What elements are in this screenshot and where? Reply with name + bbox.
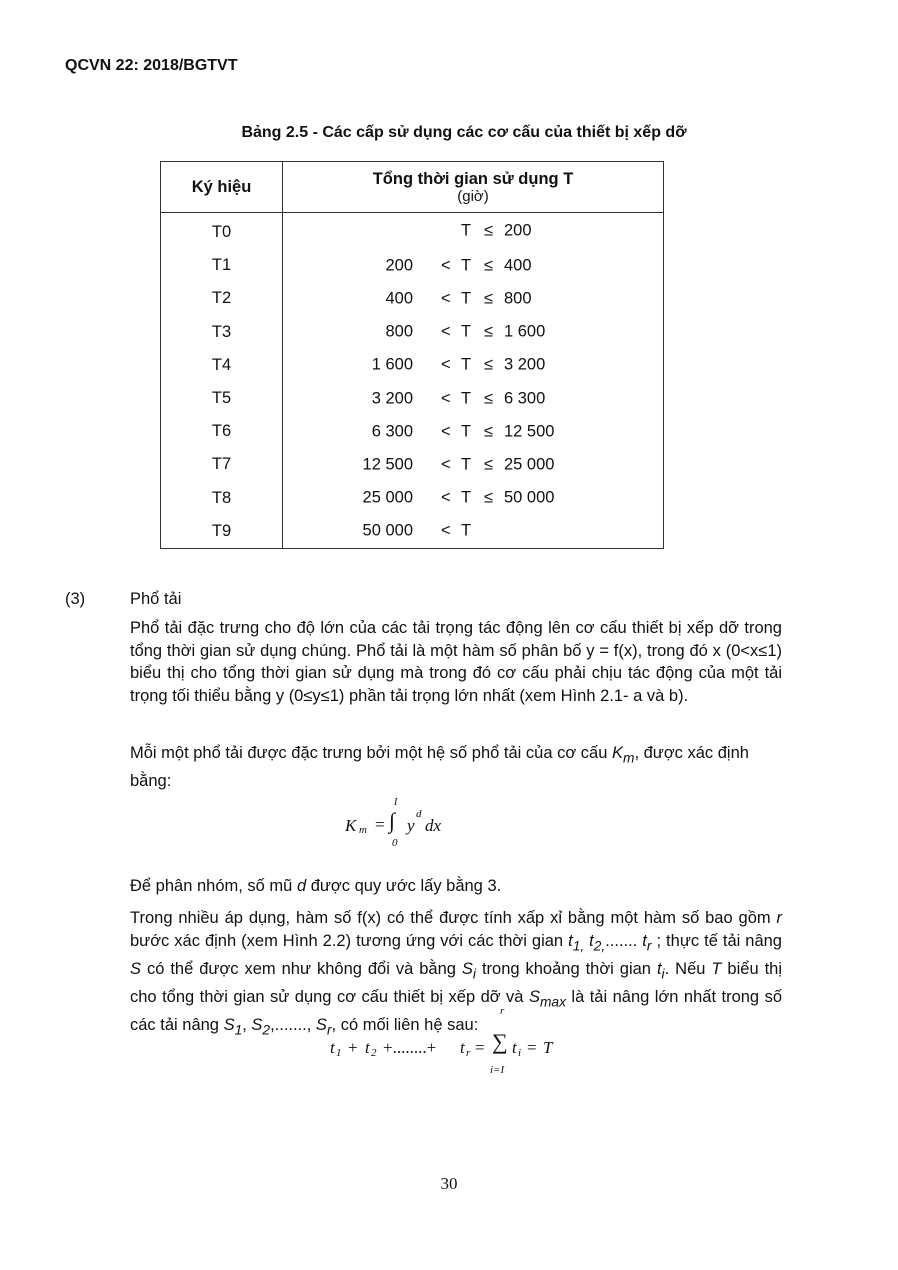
range-op-lt: <	[441, 488, 451, 507]
integral-upper: I	[394, 797, 398, 808]
range-op-le: ≤	[484, 289, 494, 308]
subscript: 1	[234, 1022, 243, 1037]
range-t: T	[461, 521, 472, 540]
range-upper: 25 000	[504, 455, 555, 474]
table-row	[161, 482, 664, 515]
cell-symbol: T4	[161, 349, 283, 382]
text-run: ; thực tế tải nâng	[651, 931, 782, 950]
range-upper: 800	[504, 289, 532, 308]
cell-range	[283, 282, 664, 315]
table-row	[161, 213, 664, 250]
sum-upper: r	[500, 1005, 505, 1017]
formula-t: t	[330, 1038, 335, 1057]
section-title: Phổ tải	[130, 590, 182, 608]
cell-range	[283, 213, 664, 250]
formula-sub: 2	[371, 1047, 377, 1059]
text-run: được quy ước lấy bằng 3.	[306, 877, 502, 895]
cell-range	[283, 482, 664, 515]
range-op-le: ≤	[484, 355, 494, 374]
range-op-le: ≤	[484, 256, 494, 275]
formula-dx: dx	[425, 816, 442, 835]
range-op-le: ≤	[484, 221, 494, 240]
table-row	[161, 316, 664, 349]
range-op-le: ≤	[484, 389, 494, 408]
cell-symbol: T6	[161, 415, 283, 448]
range-t: T	[461, 488, 472, 507]
formula-dots: +........+	[383, 1038, 437, 1057]
formula-equals: =	[375, 815, 385, 834]
table-row	[161, 382, 664, 415]
sum-lower: i=I	[490, 1064, 505, 1076]
sum-sign: ∑	[492, 1029, 508, 1054]
formula-k: K	[345, 816, 357, 835]
range-upper: 12 500	[504, 422, 555, 441]
range-op-le: ≤	[484, 422, 494, 441]
text-run: bước xác định (xem Hình 2.2) tương ứng với các thời gian	[130, 931, 569, 950]
cell-symbol: T5	[161, 382, 283, 415]
header-unit: (giờ)	[457, 187, 489, 205]
formula-sum	[330, 1003, 570, 1083]
header-total-time	[283, 162, 664, 213]
text-run: Mỗi một phổ tải được đặc trưng bởi một hệ số phổ tải của cơ cấu	[130, 744, 612, 762]
cell-range	[283, 349, 664, 382]
range-t: T	[461, 256, 472, 275]
formula-equals: =	[475, 1038, 485, 1057]
range-t: T	[461, 355, 472, 374]
symbol-d: d	[296, 877, 307, 895]
range-lower: 25 000	[362, 488, 413, 507]
header-symbol: Ký hiệu	[161, 162, 283, 213]
range-op-lt: <	[441, 322, 451, 341]
range-op-lt: <	[441, 256, 451, 275]
usage-class-table	[160, 161, 664, 549]
subscript: 2	[262, 1022, 271, 1037]
range-t: T	[461, 289, 472, 308]
range-op-lt: <	[441, 355, 451, 374]
cell-range	[283, 448, 664, 481]
text-run: có thể được xem như không đổi và bằng	[141, 959, 462, 978]
range-lower: 50 000	[362, 521, 413, 540]
cell-range	[283, 382, 664, 415]
symbol-s: S	[251, 1015, 263, 1034]
subscript: r	[326, 1022, 332, 1037]
formula-sub: 1	[336, 1047, 342, 1059]
text-run: .......	[605, 931, 643, 950]
cell-symbol: T1	[161, 249, 283, 282]
cell-symbol: T9	[161, 515, 283, 549]
table-row	[161, 448, 664, 481]
range-op-lt: <	[441, 521, 451, 540]
cell-range	[283, 249, 664, 282]
formula-sub: r	[466, 1047, 471, 1059]
range-t: T	[461, 221, 472, 240]
range-op-le: ≤	[484, 455, 494, 474]
text-run: Trong nhiều áp dụng, hàm số f(x) có thể được tính xấp xỉ bằng một hàm số bao gồm	[130, 909, 777, 927]
range-lower: 200	[385, 256, 413, 275]
symbol-t: t	[656, 959, 662, 978]
range-op-lt: <	[441, 289, 451, 308]
table-header-row	[161, 162, 664, 213]
cell-symbol: T7	[161, 448, 283, 481]
symbol-s: S	[223, 1015, 235, 1034]
range-upper: 1 600	[504, 322, 546, 341]
table-row	[161, 249, 664, 282]
paragraph-exponent	[130, 875, 782, 898]
range-op-le: ≤	[484, 488, 494, 507]
table-row	[161, 415, 664, 448]
formula-T: T	[543, 1038, 553, 1057]
subscript-m: m	[622, 750, 635, 766]
cell-range	[283, 515, 664, 549]
text-run: ,.......,	[270, 1015, 316, 1034]
formula-m: m	[359, 824, 367, 836]
range-upper: 400	[504, 256, 532, 275]
range-t: T	[461, 389, 472, 408]
text-run: là tải nâng lớn nhất trong số các tải nâng	[130, 987, 782, 1034]
range-upper: 3 200	[504, 355, 546, 374]
table-caption: Bảng 2.5 - Các cấp sử dụng các cơ cấu của thiết bị xếp dỡ	[241, 124, 687, 141]
formula-t: t	[512, 1038, 517, 1057]
subscript: 2,	[593, 938, 606, 953]
symbol-s: S	[130, 959, 142, 978]
range-op-lt: <	[441, 455, 451, 474]
page-number: 30	[440, 1174, 458, 1193]
table-row	[161, 349, 664, 382]
text-run: . Nếu	[664, 959, 712, 978]
range-upper: 200	[504, 221, 532, 240]
symbol-k: K	[611, 744, 623, 762]
integral-sign: ∫	[389, 808, 396, 833]
formula-km	[345, 797, 465, 853]
symbol-t-total: T	[711, 959, 722, 978]
range-op-le: ≤	[484, 322, 494, 341]
document-header: QCVN 22: 2018/BGTVT	[65, 57, 238, 74]
range-lower: 1 600	[371, 355, 413, 374]
cell-symbol: T2	[161, 282, 283, 315]
symbol-s: S	[315, 1015, 327, 1034]
text-run: ,	[242, 1015, 252, 1034]
subscript: i	[472, 966, 476, 981]
formula-y: y	[407, 816, 415, 835]
section-number: (3)	[65, 590, 86, 608]
cell-range	[283, 316, 664, 349]
table-row	[161, 515, 664, 549]
formula-plus: +	[348, 1038, 358, 1057]
symbol-s: S	[528, 987, 540, 1006]
paragraph-load-spectrum: Phổ tải đặc trưng cho độ lớn của các tải trọng tác động lên cơ cấu thiết bị xếp dỡ trong tổng thời gian sử dụng chúng. Phổ tải là một hàm số phân bố y = f(x), trong đó x (0<x≤1) biểu thị cho tổng thời gian sử dụng mà trong đó cơ cấu phải chịu tác động của một tải trọng tối thiểu bằng y (0≤y≤1) phần tải trọng lớn nhất (xem Hình 2.1- a và b).	[130, 619, 782, 706]
header-total-time-label: Tổng thời gian sử dụng T	[372, 169, 574, 188]
subscript: r	[646, 938, 652, 953]
formula-t: t	[365, 1038, 370, 1057]
range-op-lt: <	[441, 389, 451, 408]
text-run: , có mối liên hệ sau:	[331, 1015, 479, 1034]
text-run: , được xác định bằng:	[130, 744, 749, 790]
range-t: T	[461, 322, 472, 341]
range-lower: 12 500	[362, 455, 413, 474]
table-row	[161, 282, 664, 315]
range-t: T	[461, 455, 472, 474]
cell-symbol: T0	[161, 213, 283, 250]
text-run: trong khoảng thời gian	[475, 959, 657, 978]
symbol-t: t	[642, 931, 647, 950]
range-t: T	[461, 422, 472, 441]
range-lower: 800	[385, 322, 413, 341]
formula-t: t	[460, 1038, 465, 1057]
symbol-t: t	[584, 931, 594, 950]
symbol-t: t	[568, 931, 573, 950]
subscript: max	[539, 994, 566, 1009]
range-upper: 50 000	[504, 488, 555, 507]
range-upper: 6 300	[504, 389, 546, 408]
subscript: 1,	[572, 938, 585, 953]
text-run: biểu thị cho tổng thời gian sử dụng cơ cấu thiết bị xếp dỡ và	[130, 959, 782, 1006]
range-lower: 400	[385, 289, 413, 308]
formula-exponent-d: d	[416, 808, 422, 820]
cell-range	[283, 415, 664, 448]
subscript: i	[661, 966, 665, 981]
range-op-lt: <	[441, 422, 451, 441]
text-run: Để phân nhóm, số mũ	[130, 877, 297, 895]
cell-symbol: T3	[161, 316, 283, 349]
formula-equals: =	[527, 1038, 537, 1057]
paragraph-spectrum-factor	[130, 742, 775, 793]
range-lower: 6 300	[371, 422, 413, 441]
formula-sub: i	[518, 1047, 522, 1059]
integral-lower: 0	[392, 837, 398, 849]
range-lower: 3 200	[371, 389, 413, 408]
cell-symbol: T8	[161, 482, 283, 515]
symbol-r: r	[776, 909, 782, 927]
symbol-s: S	[461, 959, 473, 978]
